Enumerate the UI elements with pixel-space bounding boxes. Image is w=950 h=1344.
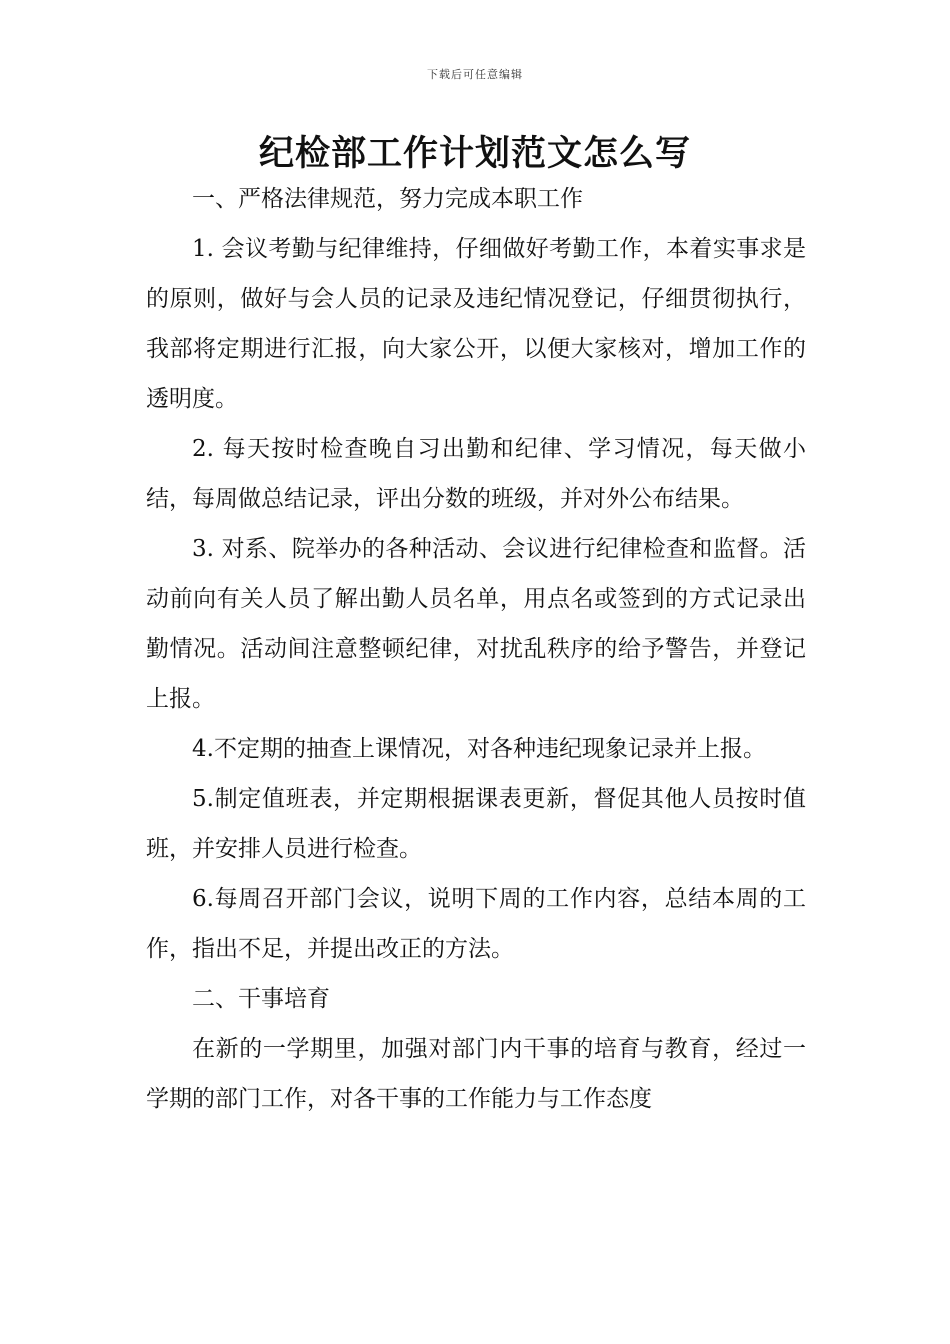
paragraph-item-5: 5.制定值班表，并定期根据课表更新，督促其他人员按时值班，并安排人员进行检查。 xyxy=(146,786,806,862)
paragraph-item-4: 4.不定期的抽查上课情况，对各种违纪现象记录并上报。 xyxy=(192,736,766,762)
section-heading-2: 二、干事培育 xyxy=(192,986,330,1012)
paragraph-item-1: 1. 会议考勤与纪律维持，仔细做好考勤工作，本着实事求是的原则，做好与会人员的记录及违纪情况登记，仔细贯彻执行，我部将定期进行汇报，向大家公开，以便大家核对，增加工作的透明度。 xyxy=(146,236,806,412)
page-title: 纪检部工作计划范文怎么写 xyxy=(258,134,691,174)
paragraph-training: 在新的一学期里，加强对部门内干事的培育与教育，经过一学期的部门工作，对各干事的工作能力与工作态度 xyxy=(146,1036,806,1112)
header-note: 下载后可任意编辑 xyxy=(427,68,523,81)
paragraph-item-3: 3. 对系、院举办的各种活动、会议进行纪律检查和监督。活动前向有关人员了解出勤人员名单，用点名或签到的方式记录出勤情况。活动间注意整顿纪律，对扰乱秩序的给予警告，并登记上报。 xyxy=(146,536,806,712)
paragraph-item-6: 6.每周召开部门会议，说明下周的工作内容，总结本周的工作，指出不足，并提出改正的方法。 xyxy=(146,886,806,962)
document-body xyxy=(146,174,806,1124)
section-heading-1: 一、严格法律规范，努力完成本职工作 xyxy=(192,186,583,212)
paragraph-item-2: 2. 每天按时检查晚自习出勤和纪律、学习情况，每天做小结，每周做总结记录，评出分数的班级，并对外公布结果。 xyxy=(146,436,806,512)
